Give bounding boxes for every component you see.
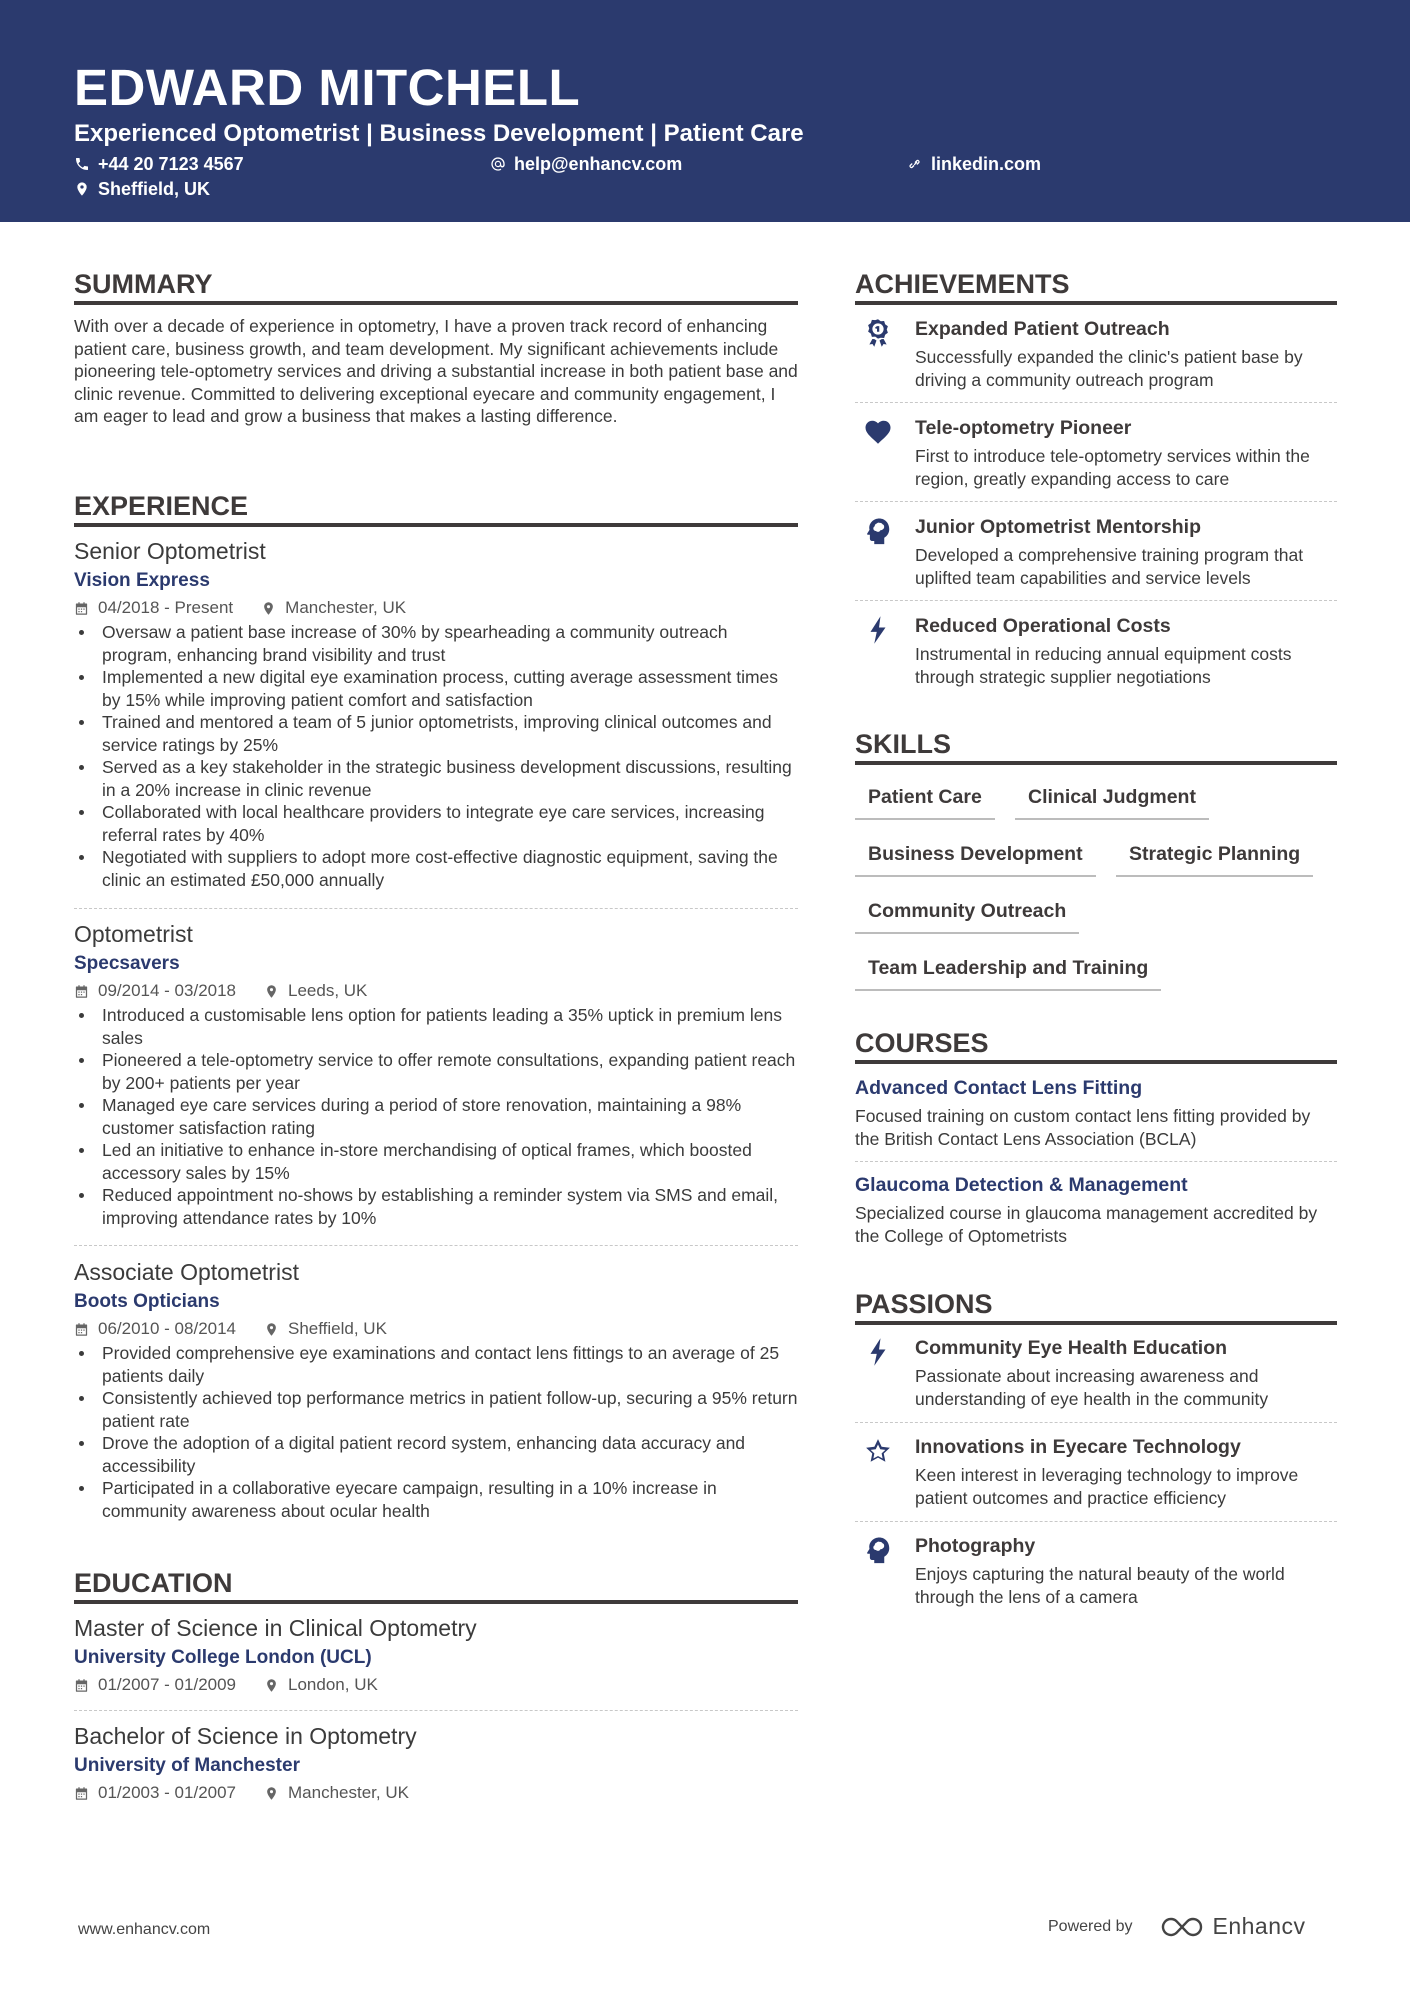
job-dates: 06/2010 - 08/2014 bbox=[98, 1319, 237, 1338]
job-bullets bbox=[74, 621, 798, 891]
company-name: Specsavers bbox=[74, 953, 180, 974]
link-icon bbox=[907, 156, 923, 172]
course-item bbox=[855, 1075, 1337, 1150]
passion-desc: Passionate about increasing awareness and understanding of eye health in the community bbox=[915, 1366, 1269, 1409]
course-desc: Specialized course in glaucoma management accredited by the College of Optometrists bbox=[855, 1203, 1318, 1246]
education-location: Manchester, UK bbox=[288, 1783, 409, 1802]
job-location: Manchester, UK bbox=[285, 598, 407, 617]
achievement-item bbox=[855, 316, 1337, 396]
location-pin-icon bbox=[264, 1678, 279, 1693]
job-meta bbox=[74, 597, 798, 619]
experience-heading: EXPERIENCE bbox=[74, 490, 798, 527]
calendar-icon bbox=[74, 601, 89, 616]
job-dates: 04/2018 - Present bbox=[98, 598, 234, 617]
passion-desc: Keen interest in leveraging technology to improve patient outcomes and practice efficiency bbox=[915, 1465, 1299, 1508]
divider bbox=[74, 1710, 798, 1711]
bullet-item: Trained and mentored a team of 5 junior optometrists, improving clinical outcomes and service ratings by 25% bbox=[74, 711, 798, 756]
bullet-item: Oversaw a patient base increase of 30% by spearheading a community outreach program, enhancing brand visibility and trust bbox=[74, 621, 798, 666]
degree-title: Master of Science in Clinical Optometry bbox=[74, 1615, 477, 1641]
powered-by-label: Powered by bbox=[1048, 1917, 1133, 1935]
skill-tag: Clinical Judgment bbox=[1015, 784, 1209, 820]
achievement-title: Expanded Patient Outreach bbox=[915, 318, 1170, 340]
bullet-item: Implemented a new digital eye examination process, cutting average assessment times by 15% while improving patient comfort and satisfaction bbox=[74, 666, 798, 711]
divider bbox=[74, 908, 798, 909]
school-name: University of Manchester bbox=[74, 1755, 300, 1776]
bolt-icon bbox=[863, 615, 893, 645]
passion-desc: Enjoys capturing the natural beauty of the world through the lens of a camera bbox=[915, 1564, 1285, 1607]
course-title: Glaucoma Detection & Management bbox=[855, 1174, 1188, 1196]
passions-heading: PASSIONS bbox=[855, 1288, 1337, 1325]
location-pin-icon bbox=[264, 984, 279, 999]
job-meta bbox=[74, 1318, 798, 1340]
divider bbox=[855, 501, 1337, 502]
bullet-item: Participated in a collaborative eyecare campaign, resulting in a 10% increase in community awareness about ocular health bbox=[74, 1477, 798, 1522]
calendar-icon bbox=[74, 1786, 89, 1801]
email-address[interactable]: help@enhancv.com bbox=[514, 154, 683, 174]
bolt-icon bbox=[863, 1337, 893, 1367]
job-meta bbox=[74, 980, 798, 1002]
divider bbox=[74, 1245, 798, 1246]
education-location: London, UK bbox=[288, 1675, 378, 1694]
passion-title: Innovations in Eyecare Technology bbox=[915, 1436, 1241, 1458]
job-entry bbox=[74, 1257, 798, 1522]
location-pin-icon bbox=[264, 1322, 279, 1337]
bullet-item: Introduced a customisable lens option for patients leading a 35% uptick in premium lens sales bbox=[74, 1004, 798, 1049]
passion-item bbox=[855, 1335, 1337, 1415]
achievement-title: Reduced Operational Costs bbox=[915, 615, 1171, 637]
skill-tag: Strategic Planning bbox=[1116, 841, 1313, 877]
passion-item bbox=[855, 1533, 1337, 1613]
skill-tag: Business Development bbox=[855, 841, 1096, 877]
passion-title: Community Eye Health Education bbox=[915, 1337, 1228, 1359]
calendar-icon bbox=[74, 1322, 89, 1337]
skill-tag: Patient Care bbox=[855, 784, 995, 820]
phone-contact bbox=[74, 153, 244, 175]
achievement-title: Junior Optometrist Mentorship bbox=[915, 516, 1202, 538]
phone-icon bbox=[74, 156, 90, 172]
linkedin-link[interactable]: linkedin.com bbox=[931, 154, 1042, 174]
skill-tag: Team Leadership and Training bbox=[855, 955, 1161, 991]
resume-header bbox=[0, 0, 1410, 222]
courses-heading: COURSES bbox=[855, 1027, 1337, 1064]
bullet-item: Served as a key stakeholder in the strategic business development discussions, resulting in a 20% increase in clinic revenue bbox=[74, 756, 798, 801]
achievement-title: Tele-optometry Pioneer bbox=[915, 417, 1132, 439]
achievement-item bbox=[855, 415, 1337, 495]
divider bbox=[855, 402, 1337, 403]
job-entry bbox=[74, 536, 798, 891]
skills-heading: SKILLS bbox=[855, 728, 1337, 765]
education-dates: 01/2003 - 01/2007 bbox=[98, 1783, 237, 1802]
phone-number: +44 20 7123 4567 bbox=[98, 154, 244, 174]
degree-title: Bachelor of Science in Optometry bbox=[74, 1723, 417, 1749]
education-dates: 01/2007 - 01/2009 bbox=[98, 1675, 237, 1694]
achievement-desc: Instrumental in reducing annual equipment costs through strategic supplier negotiations bbox=[915, 644, 1292, 687]
bullet-item: Provided comprehensive eye examinations and contact lens fittings to an average of 25 patients daily bbox=[74, 1342, 798, 1387]
location-pin-icon bbox=[261, 601, 276, 616]
achievement-desc: Successfully expanded the clinic's patient base by driving a community outreach program bbox=[915, 347, 1303, 390]
education-entry bbox=[74, 1613, 798, 1696]
enhancv-logo-icon bbox=[1159, 1915, 1205, 1939]
bullet-item: Reduced appointment no-shows by establishing a reminder system via SMS and email, improving attendance rates by 10% bbox=[74, 1184, 798, 1229]
brand-name: Enhancv bbox=[1212, 1913, 1306, 1939]
job-title: Senior Optometrist bbox=[74, 538, 266, 564]
achievement-item bbox=[855, 613, 1337, 693]
achievement-desc: First to introduce tele-optometry services within the region, greatly expanding access to care bbox=[915, 446, 1310, 489]
achievements-heading: ACHIEVEMENTS bbox=[855, 268, 1337, 305]
calendar-icon bbox=[74, 984, 89, 999]
location-pin-icon bbox=[74, 181, 90, 197]
achievement-desc: Developed a comprehensive training program that uplifted team capabilities and service levels bbox=[915, 545, 1304, 588]
award-icon bbox=[863, 318, 893, 348]
at-icon bbox=[490, 156, 506, 172]
summary-text: With over a decade of experience in optometry, I have a proven track record of enhancing patient care, business growth, and team development. My significant achievements include pioneering tele-optometry services and driving a substantial increase in both patient base and clinic revenue. Committed to delivering exceptional eyecare and community engagement, I am eager to lead and grow a business that makes a lasting difference. bbox=[74, 316, 798, 426]
location-text: Sheffield, UK bbox=[98, 179, 211, 199]
divider bbox=[855, 1161, 1337, 1162]
job-entry bbox=[74, 919, 798, 1229]
company-name: Vision Express bbox=[74, 570, 210, 591]
skill-tag: Community Outreach bbox=[855, 898, 1079, 934]
course-item bbox=[855, 1172, 1337, 1247]
location-contact bbox=[74, 178, 210, 200]
bullet-item: Led an initiative to enhance in-store merchandising of optical frames, which boosted accessory sales by 15% bbox=[74, 1139, 798, 1184]
bullet-item: Pioneered a tele-optometry service to offer remote consultations, expanding patient reach by 200+ patients per year bbox=[74, 1049, 798, 1094]
education-entry bbox=[74, 1721, 798, 1804]
head-icon bbox=[863, 1535, 893, 1565]
bullet-item: Collaborated with local healthcare providers to integrate eye care services, increasing referral rates by 40% bbox=[74, 801, 798, 846]
job-dates: 09/2014 - 03/2018 bbox=[98, 981, 237, 1000]
star-icon bbox=[863, 1436, 893, 1466]
bullet-item: Drove the adoption of a digital patient record system, enhancing data accuracy and accessibility bbox=[74, 1432, 798, 1477]
job-bullets bbox=[74, 1004, 798, 1229]
heart-icon bbox=[863, 417, 893, 447]
passion-item bbox=[855, 1434, 1337, 1514]
company-name: Boots Opticians bbox=[74, 1291, 220, 1312]
course-desc: Focused training on custom contact lens fitting provided by the British Contact Lens Association (BCLA) bbox=[855, 1106, 1311, 1149]
bullet-item: Negotiated with suppliers to adopt more cost-effective diagnostic equipment, saving the clinic an estimated £50,000 annually bbox=[74, 846, 798, 891]
job-location: Leeds, UK bbox=[288, 981, 368, 1000]
candidate-name: EDWARD MITCHELL bbox=[74, 59, 581, 116]
education-heading: EDUCATION bbox=[74, 1567, 798, 1604]
calendar-icon bbox=[74, 1678, 89, 1693]
email-contact[interactable] bbox=[490, 153, 682, 175]
job-title: Optometrist bbox=[74, 921, 193, 947]
course-title: Advanced Contact Lens Fitting bbox=[855, 1077, 1143, 1099]
footer-website[interactable]: www.enhancv.com bbox=[78, 1921, 211, 1938]
divider bbox=[855, 600, 1337, 601]
divider bbox=[855, 1521, 1337, 1522]
job-title: Associate Optometrist bbox=[74, 1259, 299, 1285]
passion-title: Photography bbox=[915, 1535, 1036, 1557]
job-location: Sheffield, UK bbox=[288, 1319, 387, 1338]
bullet-item: Consistently achieved top performance metrics in patient follow-up, securing a 95% return patient rate bbox=[74, 1387, 798, 1432]
school-name: University College London (UCL) bbox=[74, 1647, 372, 1668]
footer-branding bbox=[1048, 1913, 1306, 1940]
candidate-tagline: Experienced Optometrist | Business Development | Patient Care bbox=[74, 120, 804, 147]
education-meta bbox=[74, 1782, 798, 1804]
achievement-item bbox=[855, 514, 1337, 594]
location-pin-icon bbox=[264, 1786, 279, 1801]
education-meta bbox=[74, 1674, 798, 1696]
job-bullets bbox=[74, 1342, 798, 1522]
summary-heading: SUMMARY bbox=[74, 268, 798, 305]
linkedin-contact[interactable] bbox=[907, 153, 1041, 175]
bullet-item: Managed eye care services during a period of store renovation, maintaining a 98% customer satisfaction rating bbox=[74, 1094, 798, 1139]
head-icon bbox=[863, 516, 893, 546]
divider bbox=[855, 1422, 1337, 1423]
